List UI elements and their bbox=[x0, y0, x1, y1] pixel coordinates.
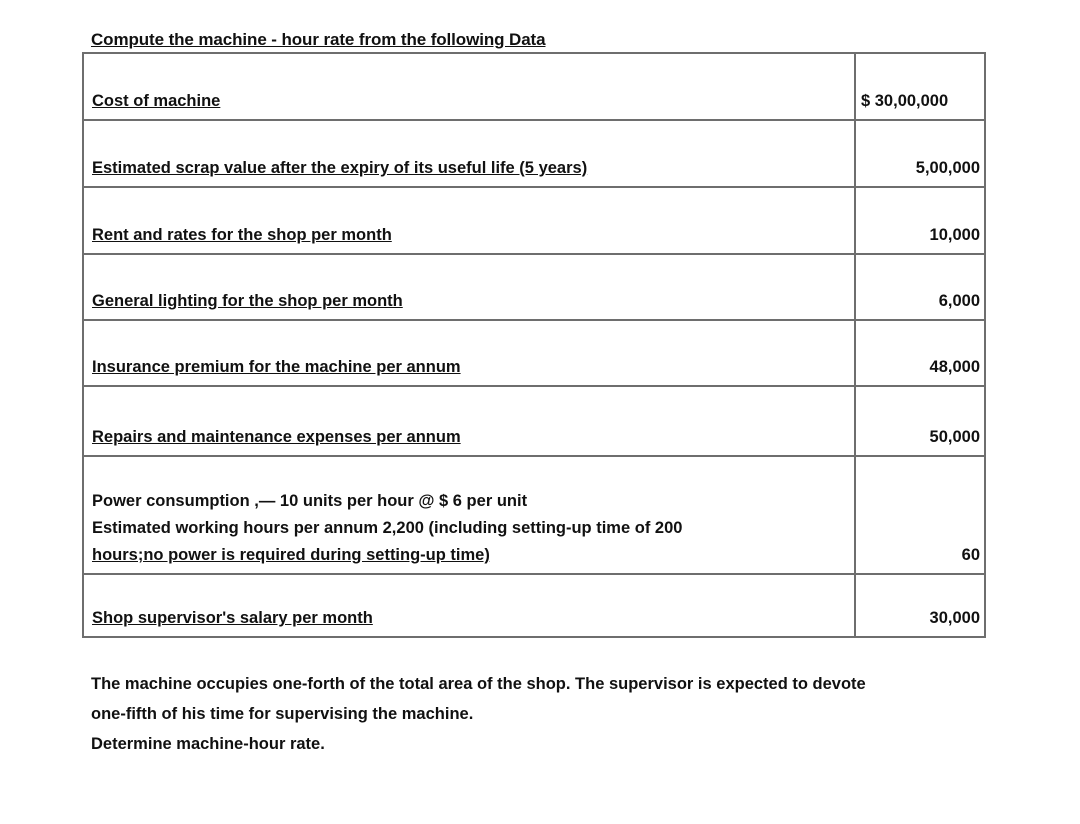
table-row bbox=[83, 456, 985, 574]
row-label-cell bbox=[83, 574, 855, 637]
power-consumption-line-1: Power consumption ,— 10 units per hour @ $ 6 per unit bbox=[92, 492, 528, 510]
table-row bbox=[83, 53, 985, 120]
insurance-premium-value: 48,000 bbox=[855, 320, 985, 386]
power-consumption-line-2: Estimated working hours per annum 2,200 (including setting-up time of 200 bbox=[92, 519, 683, 537]
cost-of-machine-label: Cost of machine bbox=[92, 92, 221, 110]
note-line-2: one-fifth of his time for supervising the machine. bbox=[91, 705, 474, 723]
power-consumption-label bbox=[83, 456, 855, 574]
table-row bbox=[83, 187, 985, 254]
notes-block bbox=[91, 669, 991, 759]
power-consumption-value: 60 bbox=[855, 456, 985, 574]
cost-of-machine-value: $ 30,00,000 bbox=[855, 53, 985, 120]
row-label-cell bbox=[83, 53, 855, 120]
repairs-maintenance-label: Repairs and maintenance expenses per annum bbox=[92, 428, 461, 446]
rent-rates-value: 10,000 bbox=[855, 187, 985, 254]
repairs-maintenance-value: 50,000 bbox=[855, 386, 985, 456]
general-lighting-value: 6,000 bbox=[855, 254, 985, 320]
row-label-cell bbox=[83, 386, 855, 456]
table-row bbox=[83, 386, 985, 456]
row-label-cell bbox=[83, 254, 855, 320]
row-label-cell bbox=[83, 187, 855, 254]
supervisor-salary-value: 30,000 bbox=[855, 574, 985, 637]
general-lighting-label: General lighting for the shop per month bbox=[92, 292, 403, 310]
power-consumption-line-3: hours;no power is required during setting-up time) bbox=[92, 546, 490, 564]
data-table bbox=[82, 52, 986, 638]
row-label-cell bbox=[83, 120, 855, 187]
table-row bbox=[83, 574, 985, 637]
scrap-value-label: Estimated scrap value after the expiry of its useful life (5 years) bbox=[92, 159, 588, 177]
note-line-1: The machine occupies one-forth of the total area of the shop. The supervisor is expected to devote bbox=[91, 675, 866, 693]
table-row bbox=[83, 120, 985, 187]
table-row bbox=[83, 254, 985, 320]
page-title: Compute the machine - hour rate from the following Data bbox=[91, 30, 546, 49]
rent-rates-label: Rent and rates for the shop per month bbox=[92, 226, 392, 244]
supervisor-salary-label: Shop supervisor's salary per month bbox=[92, 609, 373, 627]
table-row bbox=[83, 320, 985, 386]
scrap-value-value: 5,00,000 bbox=[855, 120, 985, 187]
row-label-cell bbox=[83, 320, 855, 386]
note-line-3: Determine machine-hour rate. bbox=[91, 735, 325, 753]
insurance-premium-label: Insurance premium for the machine per annum bbox=[92, 358, 461, 376]
